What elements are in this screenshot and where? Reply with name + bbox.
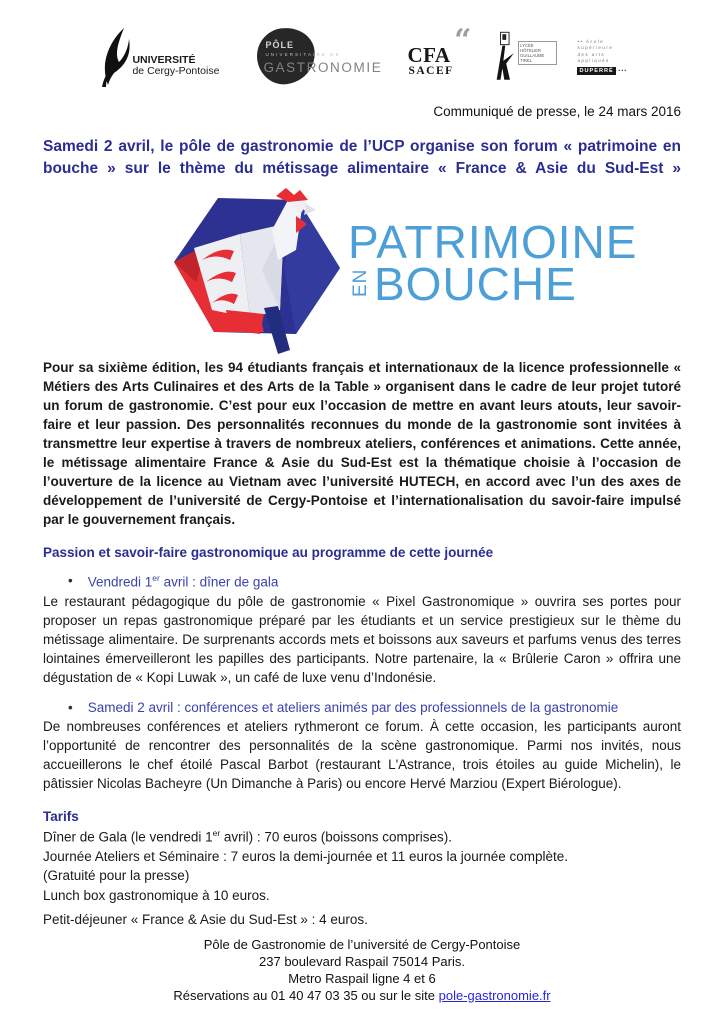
cfa-line2: SACEF bbox=[408, 65, 454, 77]
footer-address: 237 boulevard Raspail 75014 Paris. bbox=[259, 953, 465, 969]
lycee-line1: LYCÉE HÔTELIER bbox=[520, 43, 542, 53]
website-link[interactable]: pole-gastronomie.fr bbox=[438, 987, 551, 1003]
tarifs-heading: Tarifs bbox=[43, 808, 79, 824]
partner-logos-strip bbox=[0, 0, 724, 90]
ucp-swoosh-icon bbox=[96, 27, 130, 87]
brand-word-bouche: BOUCHE bbox=[374, 258, 577, 310]
logo-lycee-hotelier bbox=[491, 31, 557, 83]
duperre-line1: •• école bbox=[577, 38, 605, 44]
intro-paragraph: Pour sa sixième édition, les 94 étudiants français et internationaux de la licence professionnelle « Métiers des Arts Culinaires et des Arts de la Table » organisent dans le cadre de leur projet tutoré un forum de gastronomie. C’est pour eux l’occasion de mettre en avant leurs atouts, leur savoir-faire et leur passion. Des personnalités reconnues du monde de la gastronomie sont invitées à transmettre leur expertise à travers de nombreux ateliers, conférences et animations. Cette année, le métissage alimentaire France & Asie du Sud-Est est la thématique choisie à l’occasion de l’ouverture de la licence au Vietnam avec l’université HUTECH, en accord avec l’un des axes de développement de l’université de Cergy-Pontoise et l’internationalisation du savoir-faire impulsé par le gouvernement français. bbox=[43, 360, 681, 527]
cfa-line1: CFA bbox=[407, 43, 451, 67]
footer-metro: Metro Raspail ligne 4 et 6 bbox=[288, 970, 436, 986]
bullet-samedi-conferences bbox=[43, 700, 681, 715]
bullet2-text: Samedi 2 avril : conférences et ateliers animés par des professionnels de la gastronomie bbox=[87, 699, 619, 715]
press-release-date-line: Communiqué de presse, le 24 mars 2016 bbox=[433, 104, 681, 119]
program-heading: Passion et savoir-faire gastronomique au programme de cette journée bbox=[43, 545, 494, 560]
brand-wordmark bbox=[348, 216, 638, 310]
bullet1-text: Vendredi 1er avril : dîner de gala bbox=[87, 573, 279, 590]
tarif-gala: Dîner de Gala (le vendredi 1er avril) : 70 euros (boissons comprises). bbox=[43, 827, 452, 844]
pole-line1: PÔLE bbox=[265, 40, 294, 50]
bullet-vendredi-gala bbox=[43, 573, 681, 590]
lycee-logo-text bbox=[518, 41, 557, 65]
footer-block bbox=[43, 936, 681, 1004]
duperre-name: DUPERRÉ bbox=[579, 67, 614, 74]
footer-reservations: Réservations au 01 40 47 03 35 ou sur le site pole-gastronomie.fr bbox=[173, 987, 551, 1003]
ucp-line1: UNIVERSITÉ bbox=[132, 54, 196, 66]
conferences-paragraph: De nombreuses conférences et ateliers rythmeront ce forum. À cette occasion, les participants auront l’opportunité de rencontrer des personnalités de la scène gastronomique. Parmi nos invités, nous accueillerons le chef étoilé Pascal Barbot (restaurant L'Astrance, trois étoiles au guide Michelin), le pâtissier Nicolas Bacheyre (Un Dimanche à Paris) ou encore Hervé Marziou (Expert Biérologue). bbox=[43, 718, 681, 791]
brand-word-en: EN bbox=[350, 268, 371, 297]
pole-line3: GASTRONOMIE bbox=[263, 60, 383, 75]
gala-paragraph: Le restaurant pédagogique du pôle de gastronomie « Pixel Gastronomique » ouvrira ses portes pour proposer un repas gastronomique préparé par les étudiants et un service prestigieux sur le thème du métissage alimentaire. De surprenants accords mets et boissons aux saveurs et parfums venus des terres lointaines émerveilleront les papilles des participants. Notre partenaire, la « Brûlerie Caron » offrira une dégustation de « Kopi Luwak », un café de luxe venu d’Indonésie. bbox=[43, 593, 681, 685]
tarif-petit-dejeuner: Petit-déjeuner « France & Asie du Sud-Est » : 4 euros. bbox=[43, 912, 368, 927]
pole-line2: UNIVERSITAIRE DE bbox=[265, 52, 341, 57]
logo-duperre bbox=[577, 39, 627, 76]
page-title: Samedi 2 avril, le pôle de gastronomie de l’UCP organise son forum « patrimoine en bouche » sur le thème du métissage alimentaire « France & Asie du Sud-Est » bbox=[43, 138, 681, 177]
quote-icon: “ bbox=[454, 23, 472, 58]
duperre-line4: appliqués bbox=[577, 58, 610, 64]
tarif-lunchbox: Lunch box gastronomique à 10 euros. bbox=[43, 887, 270, 903]
ucp-line2: de Cergy-Pontoise bbox=[132, 65, 220, 77]
brand-word-patrimoine: PATRIMOINE bbox=[348, 216, 638, 268]
bullet-icon: • bbox=[68, 573, 73, 588]
ucp-logo-text bbox=[132, 55, 219, 87]
lycee-figure-icon bbox=[491, 31, 516, 83]
logo-universite-cergy-pontoise bbox=[96, 27, 219, 87]
duperre-dots: ••• bbox=[618, 67, 628, 73]
tarif-presse: (Gratuité pour la presse) bbox=[43, 868, 190, 883]
tarif-journee: Journée Ateliers et Séminaire : 7 euros la demi-journée et 11 euros la journée complète. bbox=[43, 848, 569, 864]
duperre-line3: des arts bbox=[577, 51, 605, 57]
rooster-hexagon-icon bbox=[168, 188, 344, 356]
footer-org: Pôle de Gastronomie de l’université de Cergy-Pontoise bbox=[203, 936, 521, 952]
bullet-icon: • bbox=[68, 699, 73, 715]
lycee-line2: GUILLAUME TIREL bbox=[520, 53, 545, 63]
logo-cfa-sacef bbox=[407, 23, 472, 83]
logo-pole-gastronomie bbox=[239, 26, 387, 88]
duperre-line2: supérieure bbox=[577, 45, 614, 51]
patrimoine-en-bouche-logo bbox=[168, 188, 724, 338]
